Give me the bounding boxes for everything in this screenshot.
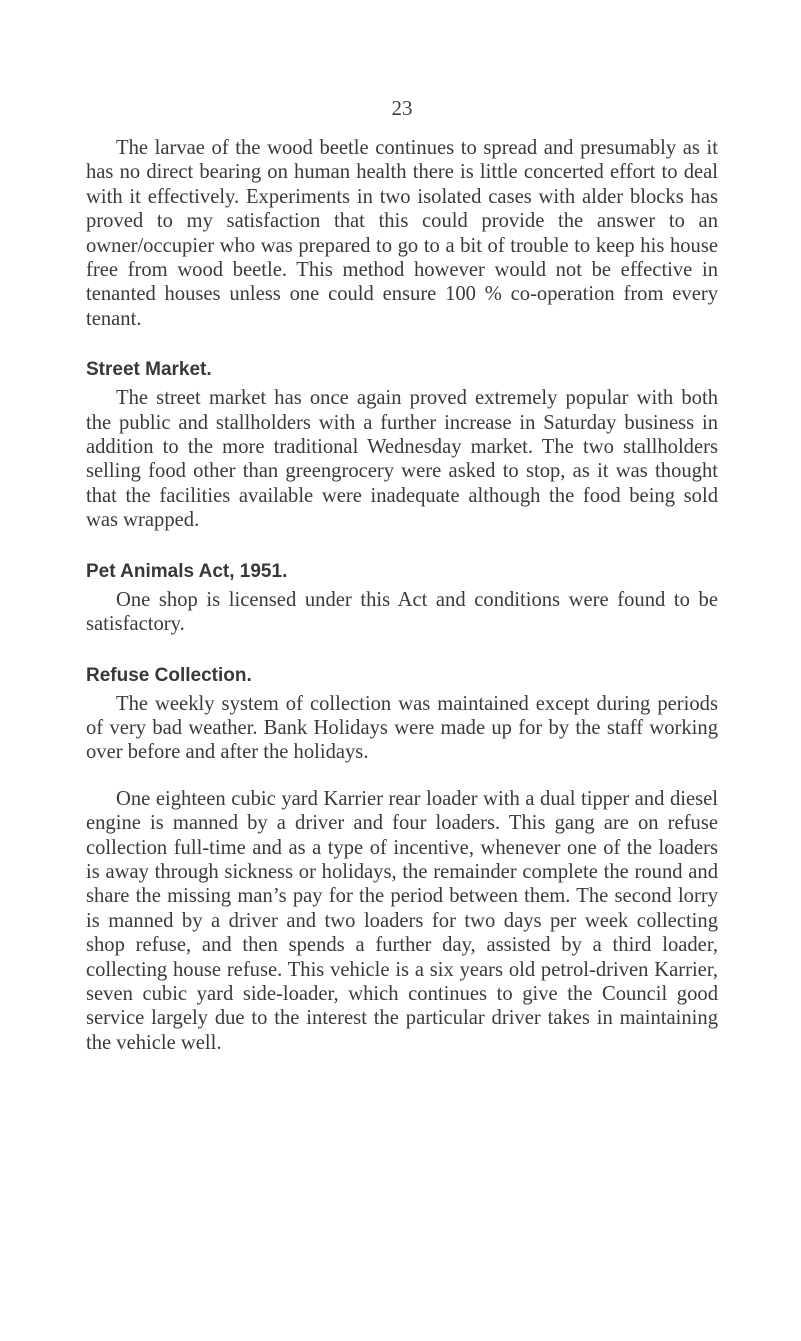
paragraph-refuse-collection-1: The weekly system of collection was maintained except during periods of very bad weather. Bank Holidays were made up for by the staff working over before and after the holidays. [86, 692, 718, 764]
heading-refuse-collection: Refuse Collection. [86, 664, 252, 686]
section-street-market [86, 358, 718, 532]
section-pet-animals-act [86, 560, 718, 637]
page-number: 23 [391, 96, 413, 120]
paragraph-pet-animals-act: One shop is licensed under this Act and conditions were found to be satisfactory. [86, 588, 718, 636]
heading-pet-animals-act: Pet Animals Act, 1951. [86, 560, 288, 582]
paragraph-refuse-collection-2: One eighteen cubic yard Karrier rear loader with a dual tipper and diesel engine is manned by a driver and four loaders. This gang are on refuse collection full-time and as a type of incentive, whenever one of the loaders is away through sickness or holidays, the remainder complete the round and share the missing man’s pay for the period between them. The second lorry is manned by a driver and two loaders for two days per week collecting shop refuse, and then spends a further day, assisted by a third loader, collecting house refuse. This vehicle is a six years old petrol-driven Karrier, seven cubic yard side-loader, which continues to give the Council good service largely due to the interest the particular driver takes in maintaining the vehicle well. [86, 787, 718, 1054]
paragraph-wood-beetle: The larvae of the wood beetle continues to spread and presumably as it has no direct bearing on human health there is little concerted effort to deal with it effectively. Experiments in two isolated cases with alder blocks has proved to my satisfaction that this could provide the answer to an owner/occupier who was prepared to go to a bit of trouble to keep his house free from wood beetle. This method however would not be effective in tenanted houses unless one could ensure 100 % co-operation from every tenant. [86, 137, 718, 330]
document-body [86, 136, 718, 1055]
heading-street-market: Street Market. [86, 359, 212, 381]
paragraph-street-market: The street market has once again proved extremely popular with both the public and stallholders with a further increase in Saturday business in addition to the more traditional Wednesday market. The two stallholders selling food other than greengrocery were asked to stop, as it was thought that the facilities available were inadequate although the food being sold was wrapped. [86, 387, 718, 532]
section-wood-beetle [86, 136, 718, 331]
section-refuse-collection [86, 664, 718, 1056]
